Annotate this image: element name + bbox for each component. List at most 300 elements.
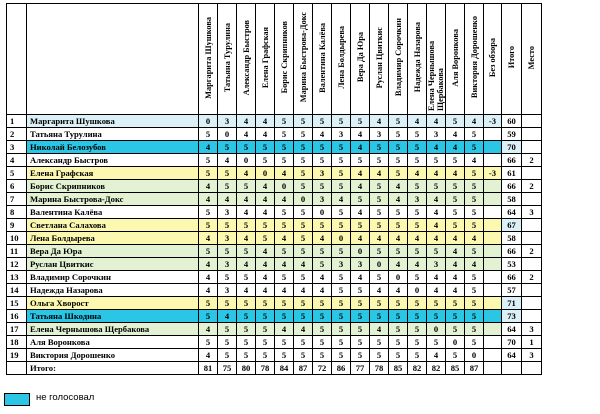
score-cell: 4 <box>351 167 370 180</box>
table-row <box>7 271 542 284</box>
score-cell: 5 <box>465 193 484 206</box>
score-cell: 4 <box>237 115 256 128</box>
juror-header <box>256 4 275 115</box>
juror-header-label: Вера Да Юра <box>355 32 365 83</box>
score-cell: 5 <box>465 167 484 180</box>
score-cell: 4 <box>256 271 275 284</box>
total-cell: 67 <box>502 219 522 232</box>
juror-header-label: Александр Быстров <box>241 19 251 96</box>
score-cell: 5 <box>465 271 484 284</box>
juror-total-cell: 72 <box>313 362 332 375</box>
score-cell: 5 <box>332 206 351 219</box>
participant-name: Лена Болдырева <box>27 232 199 245</box>
score-cell: 4 <box>465 232 484 245</box>
header-corner-num <box>7 4 27 115</box>
footer-empty-cell <box>502 362 522 375</box>
row-number: 7 <box>7 193 27 206</box>
score-cell: 5 <box>389 154 408 167</box>
total-cell: 73 <box>502 310 522 323</box>
score-cell: 5 <box>370 180 389 193</box>
score-cell: 4 <box>218 193 237 206</box>
place-cell: 2 <box>522 245 542 258</box>
row-number: 2 <box>7 128 27 141</box>
row-number: 13 <box>7 271 27 284</box>
score-cell: 5 <box>313 180 332 193</box>
score-cell: 4 <box>199 258 218 271</box>
place-cell <box>522 115 542 128</box>
score-cell: 3 <box>332 128 351 141</box>
score-cell: 4 <box>427 206 446 219</box>
bez-obzora-cell <box>484 349 502 362</box>
score-cell: 5 <box>218 323 237 336</box>
score-cell: 0 <box>389 271 408 284</box>
score-cell: 0 <box>218 128 237 141</box>
score-cell: 4 <box>389 284 408 297</box>
bez-obzora-cell <box>484 245 502 258</box>
table-row <box>7 232 542 245</box>
score-cell: 0 <box>427 323 446 336</box>
row-number: 9 <box>7 219 27 232</box>
total-cell: 59 <box>502 128 522 141</box>
total-cell: 60 <box>502 115 522 128</box>
score-cell: 5 <box>351 336 370 349</box>
score-cell: 4 <box>446 128 465 141</box>
participant-name: Маргарита Шушкова <box>27 115 199 128</box>
place-cell <box>522 258 542 271</box>
score-cell: 5 <box>237 219 256 232</box>
score-cell: 5 <box>370 193 389 206</box>
score-cell: 5 <box>389 206 408 219</box>
score-cell: 5 <box>294 232 313 245</box>
score-cell: 0 <box>351 245 370 258</box>
score-cell: 5 <box>370 141 389 154</box>
score-cell: 4 <box>199 232 218 245</box>
score-cell: 5 <box>199 219 218 232</box>
score-cell: 5 <box>351 310 370 323</box>
table-row <box>7 141 542 154</box>
score-cell: 5 <box>408 206 427 219</box>
place-cell <box>522 297 542 310</box>
score-cell: 5 <box>351 219 370 232</box>
bez-obzora-cell <box>484 180 502 193</box>
score-cell: 4 <box>199 349 218 362</box>
total-cell: 64 <box>502 206 522 219</box>
score-cell: 5 <box>275 219 294 232</box>
score-cell: 5 <box>275 349 294 362</box>
score-cell: 5 <box>408 154 427 167</box>
score-cell: 4 <box>389 193 408 206</box>
bez-obzora-cell <box>484 258 502 271</box>
score-cell: 4 <box>351 271 370 284</box>
score-cell: 5 <box>199 167 218 180</box>
score-cell: 5 <box>370 349 389 362</box>
score-cell: 4 <box>275 232 294 245</box>
score-cell: 5 <box>313 349 332 362</box>
score-cell: 5 <box>370 219 389 232</box>
score-cell: 4 <box>275 167 294 180</box>
score-cell: 5 <box>332 349 351 362</box>
participant-name: Ольга Хворост <box>27 297 199 310</box>
juror-header-label: Лена Болдырева <box>336 26 346 89</box>
table-row <box>7 154 542 167</box>
score-cell: 5 <box>199 128 218 141</box>
score-cell: 3 <box>427 128 446 141</box>
footer-blank <box>7 362 27 375</box>
score-cell: 5 <box>294 245 313 258</box>
score-cell: 5 <box>427 310 446 323</box>
juror-total-cell: 86 <box>332 362 351 375</box>
score-cell: 3 <box>218 206 237 219</box>
score-cell: 5 <box>351 284 370 297</box>
juror-total-cell: 82 <box>408 362 427 375</box>
score-cell: 5 <box>294 219 313 232</box>
juror-header-label: Виктория Дорошенко <box>469 16 479 99</box>
score-cell: 4 <box>351 128 370 141</box>
participant-name: Елена Чернышова Щербакова <box>27 323 199 336</box>
score-cell: 5 <box>465 219 484 232</box>
footer-label: Итого: <box>27 362 199 375</box>
header-bez_obzora <box>484 4 502 115</box>
score-cell: 5 <box>294 167 313 180</box>
score-cell: 5 <box>427 297 446 310</box>
footer-empty-cell <box>522 362 542 375</box>
table-row <box>7 245 542 258</box>
score-cell: 0 <box>313 206 332 219</box>
score-cell: 5 <box>351 115 370 128</box>
score-cell: 5 <box>294 128 313 141</box>
participant-name: Светлана Салахова <box>27 219 199 232</box>
score-cell: 5 <box>275 206 294 219</box>
score-cell: 5 <box>332 115 351 128</box>
score-cell: 5 <box>408 245 427 258</box>
score-cell: 5 <box>313 258 332 271</box>
row-number: 18 <box>7 336 27 349</box>
total-cell: 66 <box>502 245 522 258</box>
score-cell: 4 <box>389 258 408 271</box>
participant-name: Валентина Калёва <box>27 206 199 219</box>
table-row <box>7 297 542 310</box>
table-row <box>7 115 542 128</box>
score-cell: 5 <box>237 245 256 258</box>
score-cell: 5 <box>465 141 484 154</box>
row-number: 14 <box>7 284 27 297</box>
score-cell: 4 <box>237 167 256 180</box>
score-cell: 5 <box>332 154 351 167</box>
score-cell: 4 <box>427 219 446 232</box>
score-cell: 4 <box>427 271 446 284</box>
place-cell <box>522 193 542 206</box>
score-cell: 5 <box>332 271 351 284</box>
score-cell: 5 <box>446 206 465 219</box>
score-cell: 4 <box>313 128 332 141</box>
bez-obzora-cell <box>484 193 502 206</box>
score-cell: 4 <box>199 141 218 154</box>
header-mesto <box>522 4 542 115</box>
score-cell: 5 <box>275 310 294 323</box>
table-row <box>7 167 542 180</box>
score-cell: 4 <box>256 245 275 258</box>
score-cell: 5 <box>427 180 446 193</box>
score-cell: 5 <box>275 141 294 154</box>
footer-row <box>7 362 542 375</box>
score-cell: 5 <box>294 297 313 310</box>
score-cell: 5 <box>313 310 332 323</box>
total-cell: 64 <box>502 323 522 336</box>
score-cell: 4 <box>256 115 275 128</box>
juror-header-label: Елена Чернышова Щербакова <box>427 40 445 111</box>
participant-name: Марина Быстрова-Докс <box>27 193 199 206</box>
score-cell: 5 <box>294 154 313 167</box>
place-cell <box>522 128 542 141</box>
score-cell: 4 <box>237 284 256 297</box>
score-cell: 4 <box>237 128 256 141</box>
score-cell: 4 <box>446 271 465 284</box>
score-cell: 0 <box>370 258 389 271</box>
bez-obzora-cell: -3 <box>484 167 502 180</box>
score-cell: 5 <box>199 206 218 219</box>
score-cell: 5 <box>294 141 313 154</box>
juror-header-label: Валентина Калёва <box>317 22 327 93</box>
participant-name: Борис Скрипников <box>27 180 199 193</box>
score-cell: 5 <box>332 284 351 297</box>
score-cell: 3 <box>313 167 332 180</box>
score-cell: 5 <box>446 349 465 362</box>
row-number: 15 <box>7 297 27 310</box>
score-cell: 5 <box>408 141 427 154</box>
total-cell: 70 <box>502 336 522 349</box>
score-cell: 3 <box>370 128 389 141</box>
bez-obzora-cell <box>484 154 502 167</box>
score-cell: 4 <box>446 284 465 297</box>
score-cell: 4 <box>408 115 427 128</box>
score-cell: 5 <box>218 167 237 180</box>
score-cell: 3 <box>218 115 237 128</box>
score-cell: 5 <box>332 336 351 349</box>
score-cell: 3 <box>218 232 237 245</box>
bez-obzora-cell <box>484 271 502 284</box>
score-cell: 5 <box>332 245 351 258</box>
total-cell: 66 <box>502 180 522 193</box>
row-number: 11 <box>7 245 27 258</box>
row-number: 1 <box>7 115 27 128</box>
score-cell: 5 <box>332 180 351 193</box>
score-cell: 5 <box>465 310 484 323</box>
total-cell: 61 <box>502 167 522 180</box>
juror-header <box>218 4 237 115</box>
score-cell: 4 <box>199 193 218 206</box>
juror-header-label: Маргарита Шушкова <box>203 16 213 99</box>
bez-obzora-cell <box>484 206 502 219</box>
juror-total-cell: 80 <box>237 362 256 375</box>
score-cell: 5 <box>256 323 275 336</box>
score-cell: 3 <box>332 258 351 271</box>
score-cell: 4 <box>446 245 465 258</box>
juror-header <box>427 4 446 115</box>
score-cell: 5 <box>313 219 332 232</box>
score-cell: 4 <box>275 284 294 297</box>
score-cell: 5 <box>408 323 427 336</box>
score-cell: 5 <box>465 297 484 310</box>
score-cell: 5 <box>446 297 465 310</box>
score-cell: 5 <box>446 193 465 206</box>
juror-header-label: Борис Скрипников <box>279 21 289 94</box>
juror-header <box>408 4 427 115</box>
score-cell: 4 <box>199 180 218 193</box>
score-cell: 5 <box>408 336 427 349</box>
score-cell: 4 <box>256 258 275 271</box>
score-cell: 4 <box>199 323 218 336</box>
participant-name: Татьяна Турулина <box>27 128 199 141</box>
score-cell: 4 <box>427 349 446 362</box>
score-cell: 5 <box>465 206 484 219</box>
juror-total-cell: 84 <box>275 362 294 375</box>
score-cell: 0 <box>199 115 218 128</box>
score-cell: 5 <box>351 323 370 336</box>
score-cell: 5 <box>313 336 332 349</box>
juror-header <box>294 4 313 115</box>
score-cell: 5 <box>294 349 313 362</box>
bez-obzora-cell <box>484 310 502 323</box>
place-cell <box>522 141 542 154</box>
score-cell: 0 <box>446 336 465 349</box>
table-row <box>7 128 542 141</box>
score-cell: 5 <box>237 141 256 154</box>
row-number: 16 <box>7 310 27 323</box>
score-cell: 4 <box>446 232 465 245</box>
score-cell: 0 <box>408 284 427 297</box>
score-cell: 0 <box>294 193 313 206</box>
score-cell: 4 <box>256 206 275 219</box>
score-cell: 5 <box>332 219 351 232</box>
legend-text: не голосовал <box>36 392 95 403</box>
score-cell: 4 <box>427 115 446 128</box>
juror-header-label: Владимир Сорочкин <box>393 18 403 97</box>
row-number: 19 <box>7 349 27 362</box>
score-cell: 5 <box>313 141 332 154</box>
score-cell: 4 <box>313 271 332 284</box>
score-cell: 4 <box>465 115 484 128</box>
table-row <box>7 349 542 362</box>
bez-obzora-cell <box>484 232 502 245</box>
score-cell: 5 <box>313 154 332 167</box>
score-cell: 5 <box>408 297 427 310</box>
score-cell: 4 <box>313 232 332 245</box>
score-cell: 4 <box>465 258 484 271</box>
table-row <box>7 206 542 219</box>
score-cell: 4 <box>237 232 256 245</box>
score-cell: 5 <box>427 336 446 349</box>
score-cell: 4 <box>199 271 218 284</box>
juror-total-cell: 75 <box>218 362 237 375</box>
bez-obzora-cell <box>484 323 502 336</box>
score-cell: 5 <box>389 245 408 258</box>
row-number: 5 <box>7 167 27 180</box>
total-cell: 57 <box>502 284 522 297</box>
total-cell: 64 <box>502 349 522 362</box>
table-row <box>7 258 542 271</box>
score-cell: 4 <box>446 141 465 154</box>
score-cell: 4 <box>199 284 218 297</box>
juror-header <box>446 4 465 115</box>
score-cell: 5 <box>275 115 294 128</box>
score-cell: 5 <box>370 206 389 219</box>
place-cell: 2 <box>522 180 542 193</box>
juror-header-label: Марина Быстрова-Докс <box>298 12 308 103</box>
score-cell: 4 <box>218 310 237 323</box>
score-cell: 5 <box>237 310 256 323</box>
juror-header <box>275 4 294 115</box>
score-cell: 5 <box>256 349 275 362</box>
place-cell: 2 <box>522 154 542 167</box>
score-cell: 5 <box>370 245 389 258</box>
score-cell: 4 <box>294 323 313 336</box>
score-cell: 4 <box>294 258 313 271</box>
score-cell: 5 <box>313 245 332 258</box>
header-itogo-label: Итого <box>507 46 516 69</box>
score-cell: 4 <box>256 193 275 206</box>
place-cell <box>522 232 542 245</box>
score-cell: 5 <box>389 115 408 128</box>
participant-name: Татьяна Шкодина <box>27 310 199 323</box>
score-cell: 4 <box>237 206 256 219</box>
score-cell: 5 <box>256 310 275 323</box>
juror-header-label: Татьяна Турулина <box>222 22 232 93</box>
score-cell: 5 <box>446 310 465 323</box>
place-cell <box>522 219 542 232</box>
score-cell: 5 <box>256 297 275 310</box>
score-cell: 4 <box>275 258 294 271</box>
score-cell: 5 <box>351 297 370 310</box>
score-cell: 4 <box>351 206 370 219</box>
score-cell: 5 <box>389 323 408 336</box>
juror-header <box>351 4 370 115</box>
score-cell: 4 <box>446 167 465 180</box>
score-cell: 5 <box>332 323 351 336</box>
juror-total-cell: 77 <box>351 362 370 375</box>
score-cell: 5 <box>465 284 484 297</box>
place-cell <box>522 284 542 297</box>
total-cell: 58 <box>502 232 522 245</box>
footer-empty-cell <box>484 362 502 375</box>
score-cell: 5 <box>408 180 427 193</box>
juror-total-cell: 82 <box>427 362 446 375</box>
score-cell: 4 <box>408 167 427 180</box>
participant-name: Надежда Назарова <box>27 284 199 297</box>
participant-name: Елена Графская <box>27 167 199 180</box>
bez-obzora-cell <box>484 284 502 297</box>
score-cell: 5 <box>408 219 427 232</box>
score-cell: 3 <box>427 258 446 271</box>
place-cell: 3 <box>522 323 542 336</box>
score-cell: 4 <box>370 284 389 297</box>
juror-total-cell: 85 <box>446 362 465 375</box>
score-cell: 5 <box>389 167 408 180</box>
score-cell: 0 <box>332 232 351 245</box>
juror-header <box>465 4 484 115</box>
total-cell: 66 <box>502 271 522 284</box>
juror-total-cell: 85 <box>389 362 408 375</box>
score-cell: 5 <box>370 154 389 167</box>
score-cell: 0 <box>275 180 294 193</box>
score-cell: 5 <box>465 180 484 193</box>
juror-header-label: Елена Графская <box>260 26 270 89</box>
score-cell: 5 <box>408 310 427 323</box>
score-cell: 5 <box>294 180 313 193</box>
row-number: 10 <box>7 232 27 245</box>
score-cell: 4 <box>408 232 427 245</box>
score-cell: 4 <box>389 232 408 245</box>
participant-name: Николай Белозубов <box>27 141 199 154</box>
